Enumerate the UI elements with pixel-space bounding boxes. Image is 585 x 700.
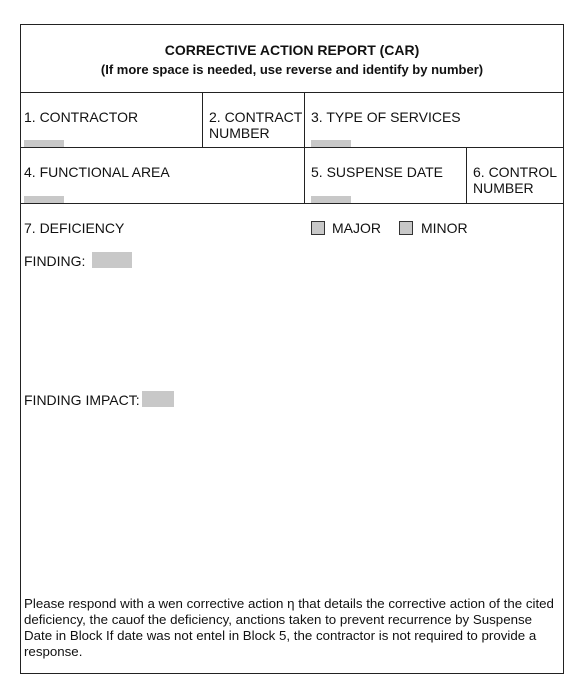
divider [21,203,563,204]
contract-number-label-line2: NUMBER [209,125,270,141]
divider [304,92,305,203]
suspense-date-field[interactable] [311,196,351,203]
divider [21,147,563,148]
finding-field[interactable] [92,252,132,268]
suspense-date-label: 5. SUSPENSE DATE [311,164,444,180]
finding-impact-field[interactable] [142,391,174,407]
contractor-label: 1. CONTRACTOR [24,109,139,125]
major-label: MAJOR [332,220,381,236]
major-checkbox[interactable] [311,221,325,235]
functional-area-field[interactable] [24,196,64,203]
corrective-action-report-form [20,24,564,674]
form-subtitle: (If more space is needed, use reverse and identify by number) [100,62,484,77]
control-number-label-line2: NUMBER [473,180,534,196]
contract-number-label-line1: 2. CONTRACT [209,109,303,125]
finding-label: FINDING: [24,253,86,269]
minor-checkbox[interactable] [399,221,413,235]
response-instructions: Please respond with a wen corrective action η that details the corrective action of the cited deficiency, the cauof the deficiency, anctions taken to prevent recurrence by Suspense Date in Block If date was not entel in Block 5, the contractor is not required to provide a response. [24,596,554,659]
deficiency-label: 7. DEFICIENCY [24,220,125,236]
type-of-services-field[interactable] [311,140,351,147]
minor-label: MINOR [421,220,468,236]
type-of-services-label: 3. TYPE OF SERVICES [311,109,461,125]
divider [466,147,467,203]
functional-area-label: 4. FUNCTIONAL AREA [24,164,170,180]
control-number-label-line1: 6. CONTROL [473,164,558,180]
divider [21,92,563,93]
form-title: CORRECTIVE ACTION REPORT (CAR) [164,42,420,58]
finding-impact-label: FINDING IMPACT: [24,392,140,408]
divider [202,92,203,147]
contractor-field[interactable] [24,140,64,147]
